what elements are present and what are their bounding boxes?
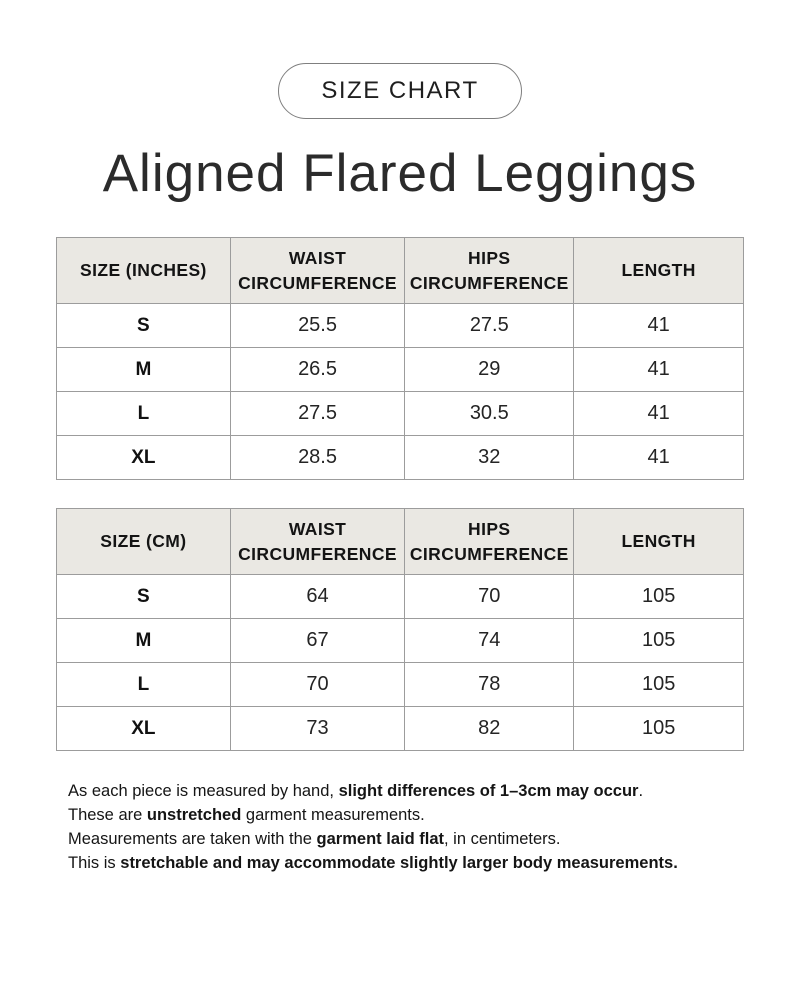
header-line2: CIRCUMFERENCE xyxy=(409,543,569,564)
header-waist xyxy=(230,509,404,575)
header-length xyxy=(574,238,744,304)
header-size-inches xyxy=(57,238,231,304)
table-row xyxy=(57,304,744,348)
note-bold-text: stretchable and may accommodate slightly larger body measurements. xyxy=(120,854,678,872)
header-line2: CIRCUMFERENCE xyxy=(409,272,569,293)
waist-cell: 73 xyxy=(230,707,404,751)
hips-cell: 30.5 xyxy=(405,392,574,436)
waist-cell: 64 xyxy=(230,575,404,619)
length-cell: 41 xyxy=(574,304,744,348)
table-row xyxy=(57,436,744,480)
length-cell: 105 xyxy=(574,663,744,707)
measurement-notes xyxy=(68,779,744,875)
note-text: As each piece is measured by hand, xyxy=(68,782,339,800)
hips-cell: 82 xyxy=(405,707,574,751)
table-row xyxy=(57,575,744,619)
table-row xyxy=(57,663,744,707)
length-cell: 105 xyxy=(574,707,744,751)
hips-cell: 29 xyxy=(405,348,574,392)
header-row xyxy=(57,238,744,304)
size-cell: S xyxy=(57,575,231,619)
size-table-cm xyxy=(56,508,744,751)
length-cell: 41 xyxy=(574,348,744,392)
header-line1: HIPS xyxy=(468,519,511,539)
header-line1: SIZE (CM) xyxy=(100,531,187,552)
header-hips xyxy=(405,238,574,304)
table-row xyxy=(57,619,744,663)
note-line-1 xyxy=(68,779,744,803)
note-text: This is xyxy=(68,854,121,872)
waist-cell: 70 xyxy=(230,663,404,707)
header-size-cm xyxy=(57,509,231,575)
size-cell: M xyxy=(57,619,231,663)
note-line-2 xyxy=(68,803,744,827)
note-text: These are xyxy=(68,806,147,824)
hips-cell: 27.5 xyxy=(405,304,574,348)
header-waist xyxy=(230,238,404,304)
badge-row xyxy=(0,0,800,119)
length-cell: 105 xyxy=(574,619,744,663)
header-row xyxy=(57,509,744,575)
waist-cell: 26.5 xyxy=(230,348,404,392)
waist-cell: 25.5 xyxy=(230,304,404,348)
hips-cell: 32 xyxy=(405,436,574,480)
note-bold-text: slight differences of 1–3cm may occur xyxy=(338,782,639,800)
header-line2: CIRCUMFERENCE xyxy=(238,272,397,293)
hips-cell: 74 xyxy=(405,619,574,663)
size-cell: L xyxy=(57,392,231,436)
hips-cell: 70 xyxy=(405,575,574,619)
hips-cell: 78 xyxy=(405,663,574,707)
size-cell: M xyxy=(57,348,231,392)
note-bold-text: garment laid flat xyxy=(316,830,444,848)
length-cell: 105 xyxy=(574,575,744,619)
header-line1: HIPS xyxy=(468,248,511,268)
note-text: Measurements are taken with the xyxy=(68,830,317,848)
note-text: , in centimeters. xyxy=(444,830,561,848)
size-chart-badge: SIZE CHART xyxy=(278,63,521,119)
table-row xyxy=(57,348,744,392)
header-line1: SIZE (INCHES) xyxy=(80,260,207,281)
size-cell: XL xyxy=(57,707,231,751)
length-cell: 41 xyxy=(574,436,744,480)
size-cell: S xyxy=(57,304,231,348)
header-line2: CIRCUMFERENCE xyxy=(238,543,397,564)
note-bold-text: unstretched xyxy=(146,806,242,824)
header-length xyxy=(574,509,744,575)
note-text: garment measurements. xyxy=(241,806,425,824)
length-cell: 41 xyxy=(574,392,744,436)
waist-cell: 67 xyxy=(230,619,404,663)
product-title: Aligned Flared Leggings xyxy=(102,144,698,203)
size-table-inches xyxy=(56,237,744,480)
table-row xyxy=(57,707,744,751)
size-cell: XL xyxy=(57,436,231,480)
size-cell: L xyxy=(57,663,231,707)
note-line-4 xyxy=(68,851,744,875)
header-line1: WAIST xyxy=(288,248,347,268)
table-row xyxy=(57,392,744,436)
note-text: . xyxy=(638,782,644,800)
waist-cell: 28.5 xyxy=(230,436,404,480)
header-line1: LENGTH xyxy=(621,260,696,281)
waist-cell: 27.5 xyxy=(230,392,404,436)
note-line-3 xyxy=(68,827,744,851)
header-hips xyxy=(405,509,574,575)
header-line1: WAIST xyxy=(288,519,347,539)
header-line1: LENGTH xyxy=(621,531,696,552)
